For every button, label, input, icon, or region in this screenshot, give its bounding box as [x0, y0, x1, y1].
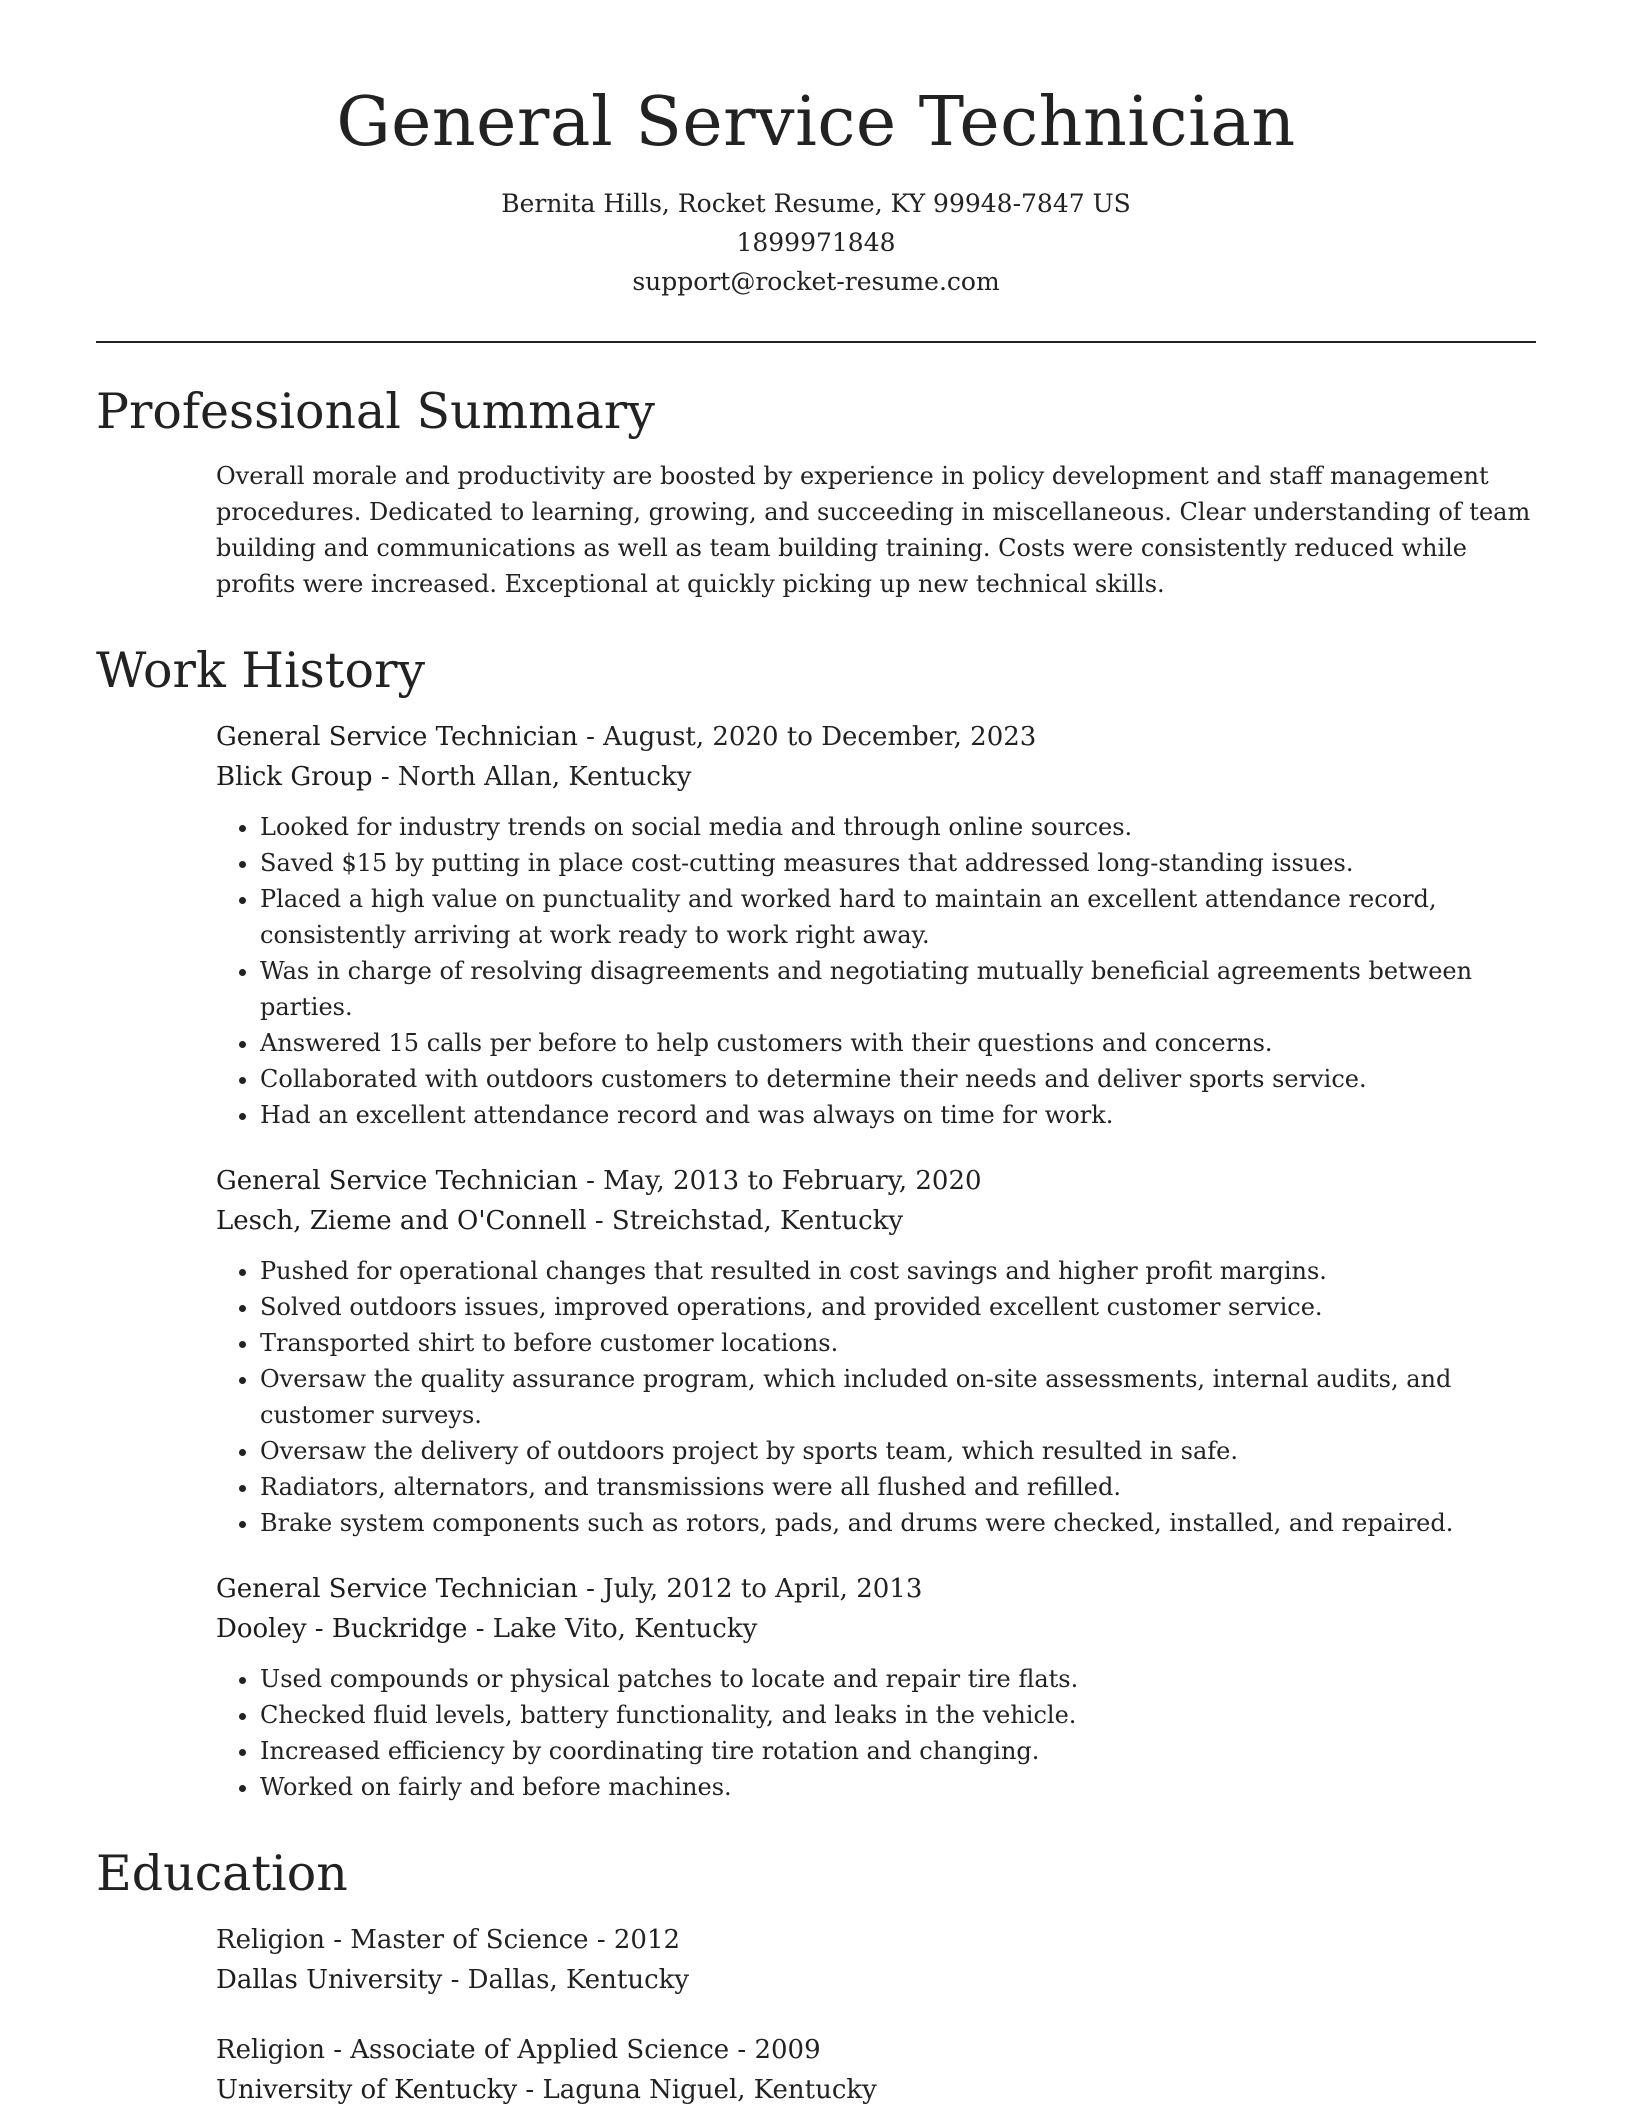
- resume-page: [96, 0, 1536, 2110]
- job-bullet: • Transported shirt to before customer locations.: [260, 1325, 1536, 1361]
- job-company: Dooley - Buckridge: [216, 1613, 468, 1644]
- job-title-line: [216, 717, 1536, 757]
- degree-line: Religion - Master of Science - 2012: [216, 1924, 681, 1955]
- job-dates: - August, 2020 to December, 2023: [577, 721, 1037, 752]
- job-role: General Service Technician: [216, 1573, 578, 1604]
- summary-text: Overall morale and productivity are boosted by experience in policy development and staff management procedures. Dedicated to learning, growing, and succeeding in miscellaneous. Clear understanding of team building and communications as well as team building training. Costs were consistently reduced while profits were increased. Exceptional at quickly picking up new technical skills.: [216, 461, 1531, 598]
- job-bullet: • Increased efficiency by coordinating tire rotation and changing.: [260, 1733, 1536, 1769]
- job-company-line: [216, 1201, 1536, 1241]
- school-name: Dallas University: [216, 1964, 443, 1995]
- education-heading: Education: [96, 1844, 348, 1902]
- job-bullet: • Pushed for operational changes that resulted in cost savings and higher profit margins.: [260, 1253, 1536, 1289]
- job-bullet: • Collaborated with outdoors customers to determine their needs and deliver sports service.: [260, 1061, 1536, 1097]
- job-entry: [216, 717, 1536, 1133]
- job-bullet: • Had an excellent attendance record and was always on time for work.: [260, 1097, 1536, 1133]
- job-entry: [216, 1161, 1536, 1541]
- education-section: [216, 1920, 1536, 2110]
- school-location: - Dallas, Kentucky: [442, 1964, 690, 1995]
- job-bullet: • Saved $15 by putting in place cost-cutting measures that addressed long-standing issues.: [260, 845, 1536, 881]
- degree-line: Religion - Associate of Applied Science - 2009: [216, 2034, 821, 2065]
- job-bullet: • Used compounds or physical patches to locate and repair tire flats.: [260, 1661, 1536, 1697]
- school-name: University of Kentucky: [216, 2074, 518, 2105]
- job-company-line: [216, 1609, 1536, 1649]
- job-title-line: [216, 1569, 1536, 1609]
- education-entry: [216, 2030, 1536, 2110]
- job-bullet: • Brake system components such as rotors, pads, and drums were checked, installed, and repaired.: [260, 1505, 1536, 1541]
- job-bullet: • Answered 15 calls per before to help customers with their questions and concerns.: [260, 1025, 1536, 1061]
- job-bullet: • Oversaw the quality assurance program, which included on-site assessments, internal audits, and customer surveys.: [260, 1361, 1536, 1433]
- job-dates: - May, 2013 to February, 2020: [577, 1165, 982, 1196]
- job-bullet: • Oversaw the delivery of outdoors project by sports team, which resulted in safe.: [260, 1433, 1536, 1469]
- resume-header: [96, 0, 1536, 301]
- job-dates: - July, 2012 to April, 2013: [577, 1573, 923, 1604]
- school-line: [216, 2070, 1536, 2110]
- job-bullet: • Worked on fairly and before machines.: [260, 1769, 1536, 1805]
- job-bullets: [216, 809, 1536, 1133]
- job-entry: [216, 1569, 1536, 1805]
- job-location: - North Allan, Kentucky: [372, 761, 692, 792]
- school-location: - Laguna Niguel, Kentucky: [517, 2074, 877, 2105]
- job-company: Lesch, Zieme and O'Connell: [216, 1205, 587, 1236]
- job-bullet: • Was in charge of resolving disagreements and negotiating mutually beneficial agreements between parties.: [260, 953, 1536, 1025]
- job-bullets: [216, 1661, 1536, 1805]
- address: Bernita Hills, Rocket Resume, KY 99948-7847 US: [501, 189, 1131, 219]
- job-company: Blick Group: [216, 761, 373, 792]
- job-bullet: • Checked fluid levels, battery functionality, and leaks in the vehicle.: [260, 1697, 1536, 1733]
- education-entry: [216, 1920, 1536, 2000]
- work-history-heading: Work History: [96, 641, 426, 699]
- job-title-line: [216, 1161, 1536, 1201]
- header-divider: [96, 341, 1536, 343]
- job-bullet: • Solved outdoors issues, improved operations, and provided excellent customer service.: [260, 1289, 1536, 1325]
- school-line: [216, 1960, 1536, 2000]
- email: support@rocket-resume.com: [632, 267, 1000, 297]
- job-bullet: • Radiators, alternators, and transmissions were all flushed and refilled.: [260, 1469, 1536, 1505]
- summary-section: [216, 458, 1536, 602]
- summary-heading: Professional Summary: [96, 383, 655, 441]
- candidate-name: General Service Technician: [336, 83, 1296, 162]
- job-company-line: [216, 757, 1536, 797]
- job-location: - Lake Vito, Kentucky: [467, 1613, 758, 1644]
- phone: 1899971848: [736, 228, 896, 258]
- job-bullet: • Looked for industry trends on social media and through online sources.: [260, 809, 1536, 845]
- job-bullets: [216, 1253, 1536, 1541]
- job-location: - Streichstad, Kentucky: [586, 1205, 904, 1236]
- work-history-section: [216, 717, 1536, 1805]
- job-role: General Service Technician: [216, 1165, 578, 1196]
- contact-block: [96, 184, 1536, 301]
- job-bullet: • Placed a high value on punctuality and worked hard to maintain an excellent attendance record, consistently arriving at work ready to work right away.: [260, 881, 1536, 953]
- job-role: General Service Technician: [216, 721, 578, 752]
